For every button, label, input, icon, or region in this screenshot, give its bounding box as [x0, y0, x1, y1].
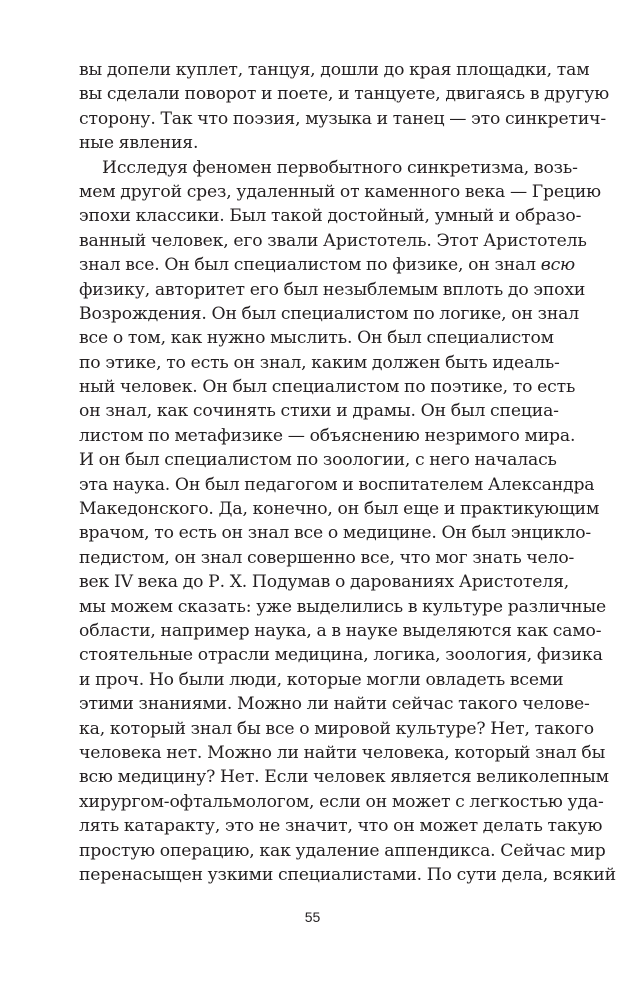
text-line: И он был специалистом по зоологии, с него началась [79, 450, 557, 471]
italic-emphasis: всю [540, 255, 576, 276]
paragraph-aristotle [79, 156, 616, 888]
text-line: ванный человек, его звали Аристотель. Этот Аристотель [79, 230, 587, 251]
text-line: мы можем сказать: уже выделились в культуре различные [79, 596, 607, 617]
text-line: мем другой срез, удаленный от каменного века — Грецию [79, 181, 601, 202]
text-line: ный человек. Он был специалистом по поэтике, то есть [79, 377, 576, 398]
text-line: лять катаракту, это не значит, что он может делать такую [79, 816, 603, 837]
text-line: сторону. Так что поэзия, музыка и танец — это синкретич- [79, 108, 607, 129]
text-line: и проч. Но были люди, которые могли овладеть всеми [79, 669, 564, 690]
text-line: Возрождения. Он был специалистом по логике, он знал [79, 303, 580, 324]
page-body [79, 58, 616, 887]
page-number: 55 [304, 909, 321, 925]
text-line: врачом, то есть он знал все о медицине. Он был энцикло- [79, 523, 592, 544]
text-line [79, 253, 576, 277]
text-line: вы допели куплет, танцуя, дошли до края площадки, там [79, 60, 590, 80]
text-line: области, например наука, а в науке выделяются как само- [79, 620, 602, 641]
text-line: перенасыщен узкими специалистами. По сути дела, всякий [79, 864, 616, 885]
text-line: Македонского. Да, конечно, он был еще и практикующим [79, 499, 600, 520]
text-line: эта наука. Он был педагогом и воспитателем Александра [79, 474, 595, 495]
paragraph-continuation [79, 58, 610, 156]
text-line: человека нет. Можно ли найти человека, который знал бы [79, 742, 606, 763]
text-line: ные явления. [79, 133, 199, 154]
text-line: век IV века до Р. Х. Подумав о дарованиях Аристотеля, [79, 572, 570, 593]
text-line: простую операцию, как удаление аппендикса. Сейчас мир [79, 840, 606, 861]
text-line: ка, который знал бы все о мировой культуре? Нет, такого [79, 718, 594, 739]
text-line: хирургом-офтальмологом, если он может с легкостью уда- [79, 791, 604, 812]
text-line: он знал, как сочинять стихи и драмы. Он был специа- [79, 401, 559, 422]
text-line: этими знаниями. Можно ли найти сейчас такого челове- [79, 694, 590, 715]
text-line: стоятельные отрасли медицина, логика, зоология, физика [79, 645, 603, 666]
text-line: эпохи классики. Был такой достойный, умный и образо- [79, 206, 582, 227]
text-line: по этике, то есть он знал, каким должен быть идеаль- [79, 352, 560, 373]
text-line: Исследуя феномен первобытного синкретизма, возь- [102, 157, 578, 178]
text-line: физику, авторитет его был незыблемым вплоть до эпохи [79, 279, 586, 300]
text-line: листом по метафизике — объяснению незримого мира. [79, 425, 576, 446]
text-line: всю медицину? Нет. Если человек является великолепным [79, 767, 609, 788]
text-line: педистом, он знал совершенно все, что мог знать чело- [79, 547, 575, 568]
text-line: вы сделали поворот и поете, и танцуете, двигаясь в другую [79, 84, 610, 105]
text-run: знал все. Он был специалистом по физике, он знал [79, 255, 536, 276]
text-line: все о том, как нужно мыслить. Он был специалистом [79, 328, 554, 349]
